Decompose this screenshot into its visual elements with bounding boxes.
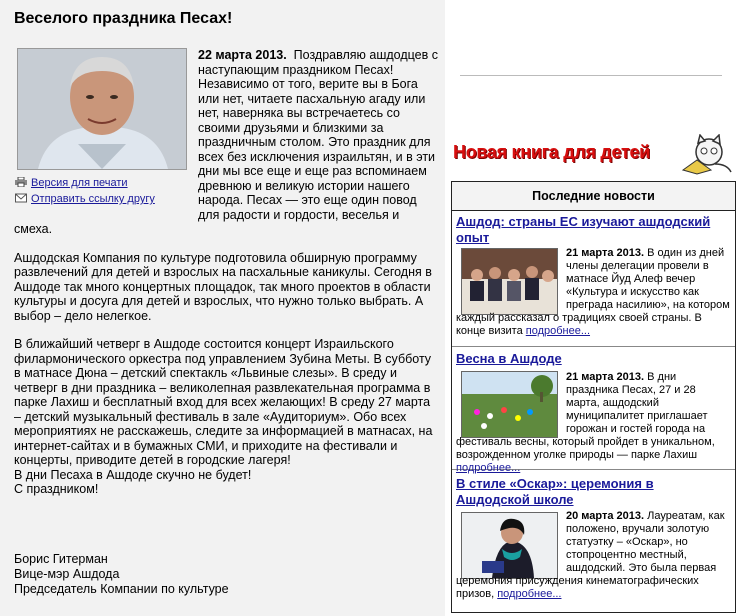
divider bbox=[460, 75, 722, 76]
news-date: 20 марта 2013. bbox=[566, 510, 645, 522]
news-text: В дни праздника Песах, 27 и 28 марта, ашдодский муниципалитет приглашает горожан и гостей города на фестиваль весны, который пройдет в уникальном, возрожденном уголке природы — парке Лахиш bbox=[456, 371, 715, 461]
print-link-text[interactable]: Версия для печати bbox=[31, 177, 128, 189]
news-item bbox=[452, 472, 735, 612]
signature-role: Вице-мэр Ашдода bbox=[14, 567, 120, 581]
paragraph-2: Ашдодская Компания по культуре подготовила обширную программу развлечений для детей и взрослых на пасхальные каникулы. Сегодня в Ашдоде так много концертных площадок, так много проектов в области культуры и досуга для детей и взрослых, что нужно только выбрать. А выбор – дело нелегкое. bbox=[14, 250, 432, 323]
news-date: 21 марта 2013. bbox=[566, 371, 645, 383]
news-header: Последние новости bbox=[452, 182, 735, 211]
sidebar bbox=[445, 0, 743, 616]
more-link[interactable]: подробнее... bbox=[525, 325, 591, 337]
article-date: 22 марта 2013. bbox=[198, 48, 287, 62]
news-title-link[interactable]: Ашдод: страны ЕС изучают ашдодский опыт bbox=[456, 214, 711, 245]
news-text: В один из дней члены делегации провели в матнасе Йуд Алеф вечер «Культура и искусство как преграда насилию», на котором каждый рассказал о традициях своей страны. В конце визита bbox=[456, 247, 730, 337]
news-date: 21 марта 2013. bbox=[566, 247, 645, 259]
news-item bbox=[452, 211, 735, 347]
article-title: Веселого праздника Песах! bbox=[14, 10, 233, 27]
news-title-link[interactable]: Весна в Ашдоде bbox=[456, 351, 562, 366]
news-item bbox=[452, 347, 735, 474]
news-snippet bbox=[456, 510, 730, 601]
signature-block bbox=[14, 552, 229, 597]
cat-reading-icon bbox=[675, 134, 737, 176]
news-text: Лауреатам, как положено, вручали золотую статуэтку – «Оскар», но стопроцентно местный, ашдодский. Это была первая церемония присуждения кинематографических призов, bbox=[456, 510, 725, 600]
banner-text[interactable]: Новая книга для детей bbox=[453, 142, 650, 162]
more-link[interactable]: подробнее... bbox=[497, 588, 562, 600]
article-body bbox=[14, 48, 438, 497]
latest-news-box bbox=[451, 181, 736, 613]
signature-name: Борис Гитерман bbox=[14, 552, 108, 566]
paragraph-3: В ближайший четверг в Ашдоде состоится концерт Израильского филармонического оркестра под управлением Зубина Меты. В субботу в матнасе Дюна – детский спектакль «Львиные слезы». В среду и четверг в дни праздника – великолепная развлекательная программа в парке Лахиш и бесплатный вход для всех желающих! В среду 27 марта – детский музыкальный фестиваль в зале «Аудиториум». Обо всех мероприятиях не расскажешь, следите за информацией в матнасах, на интернет-сайтах и в бумажных СМИ, и приходите на фестивали и концерты, приводите детей в городские лагеря! bbox=[14, 337, 433, 467]
paragraph-5: С праздником! bbox=[14, 482, 99, 496]
news-snippet bbox=[456, 247, 730, 338]
news-snippet bbox=[456, 371, 730, 475]
more-link[interactable]: подробнее... bbox=[456, 462, 521, 474]
news-title-link[interactable]: В стиле «Оскар»: церемония в Ашдодской школе bbox=[456, 476, 654, 507]
send-link-text[interactable]: Отправить ссылку другу bbox=[31, 193, 155, 205]
new-book-banner[interactable] bbox=[453, 132, 737, 176]
paragraph-4: В дни Песаха в Ашдоде скучно не будет! bbox=[14, 467, 252, 482]
signature-org: Председатель Компании по культуре bbox=[14, 582, 229, 596]
paragraph-1-text: Поздравляю ашдодцев с наступающим праздником Песах! Независимо от того, верите вы в Бога или нет, читаете пасхальную агаду или нет, наверняка вы встречаетесь со своими друзьями и близкими за праздничным столом. Это праздник для всех без исключения израильтян, и в эти дни мы все еще и еще раз вспоминаем древнюю и великую истории нашего народа. Песах — это еще один повод для радости и гордости, веселья и смеха. bbox=[14, 48, 438, 236]
